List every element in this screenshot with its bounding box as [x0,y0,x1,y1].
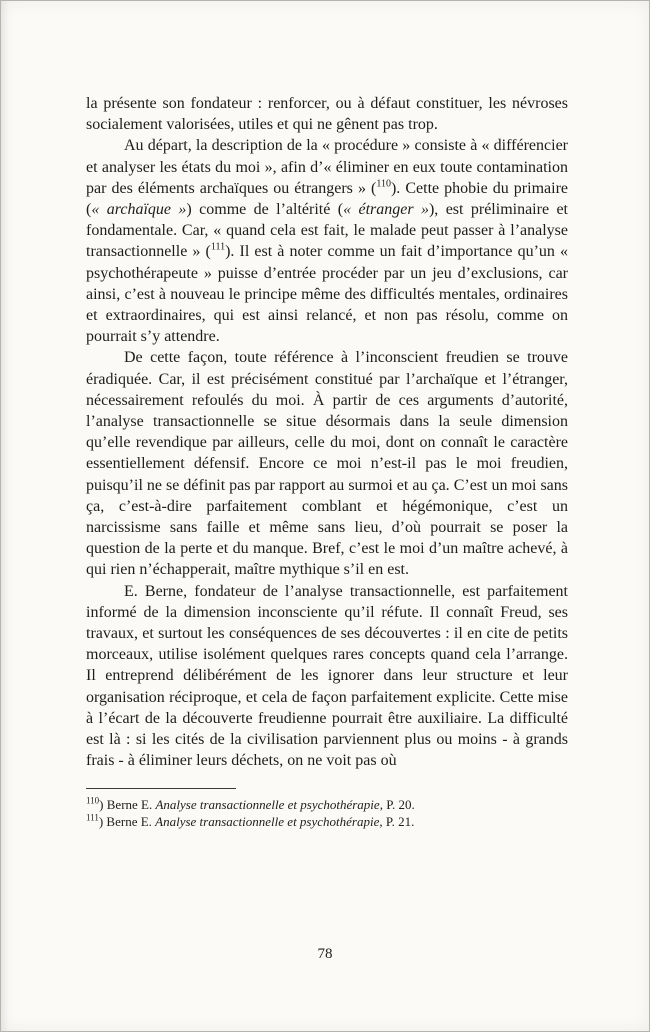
footnote-reference: 111 [210,242,226,254]
footnote-reference: 110 [376,178,391,190]
text-run: ). Il est à noter comme un fait d’importance qu’un « psychothérapeute » puisse d’entrée procéder par un jeu d’exclusions, car ainsi, c’est à nouveau le principe même des difficultés mentales, ordinaires et extraordinaires, qui est ainsi relancé, et non pas résolu, comme on pourrait s’y attendre. [86,243,568,346]
paragraph [86,347,568,580]
footnote [86,813,568,831]
text-run: E. Berne, fondateur de l’analyse transactionnelle, est parfaitement informé de la dimension inconsciente qu’il réfute. Il connaît Freud, ses travaux, et surtout les conséquences de ses découvertes : il en cite de petits morceaux, utilise isolément quelques rares concepts quand cela l’arrange. Il entreprend délibérément de les ignorer dans leur structure et leur organisation réciproque, et cela de façon parfaitement explicite. Cette mise à l’écart de la découverte freudienne pourrait être auxiliaire. La difficulté est là : si les cités de la civilisation parviennent plus ou moins - à grands frais - à éliminer leurs déchets, on ne voit pas où [86,582,568,770]
text-run: ) Berne E. [99,796,156,812]
text-run: ). Cette phobie du primaire ( [86,179,568,219]
italic-text-run: Analyse transactionnelle et psychothérapie [155,814,380,829]
page-number: 78 [317,946,333,962]
text-run: , P. 20. [379,796,415,812]
paragraph [86,93,568,135]
footnote-marker: 110 [86,795,100,806]
text-run: la présente son fondateur : renforcer, ou à défaut constituer, les névroses socialement valorisées, utiles et qui ne gênent pas trop. [86,95,568,134]
italic-text-run: Analyse transactionnelle et psychothérapie [155,796,380,812]
footnote [86,796,568,814]
text-run: De cette façon, toute référence à l’inconscient freudien se trouve éradiquée. Car, il est précisément constitué par l’archaïque et l’étranger, nécessairement refoulés du moi. À partir de ces arguments d’autorité, l’analyse transactionnelle se situe désormais dans la seule dimension qu’elle revendique par ailleurs, celle du moi, dont on connaît le caractère essentiellement défensif. Encore ce moi n’est-il pas le moi freudien, puisqu’il ne se définit pas par rapport au surmoi et au ça. C’est un moi sans ça, c’est-à-dire parfaitement comblant et hégémonique, c’est un narcissisme sans faille et même sans lieu, d’où pourrait se poser la question de la perte et du manque. Bref, c’est le moi d’un maître achevé, à qui rien n’échapperait, maître mythique s’il en est. [86,349,568,579]
text-run: ), est préliminaire et fondamentale. Car, « quand cela est fait, le malade peut passer à l’analyse transactionnelle » ( [86,201,569,261]
footnote-separator-rule [86,788,236,789]
paragraph [86,581,568,772]
footnote-marker: 111 [86,812,99,823]
body-text [86,93,568,831]
text-run: ) comme de l’altérité ( [186,201,344,219]
text-run: Au départ, la description de la « procédure » consiste à « différencier et analyser les états du moi », afin d’« éliminer en eux toute contamination par des éléments archaïques ou étrangers » ( [86,137,568,197]
italic-text-run: « archaïque » [91,201,187,219]
paragraph [86,135,568,347]
italic-text-run: « étranger » [343,201,429,219]
text-run: ) Berne E. [98,814,156,829]
footnotes [86,796,568,831]
scan-edge-shadow [1,1,9,1031]
paragraph-container [86,93,568,772]
text-run: , P. 21. [379,814,415,829]
